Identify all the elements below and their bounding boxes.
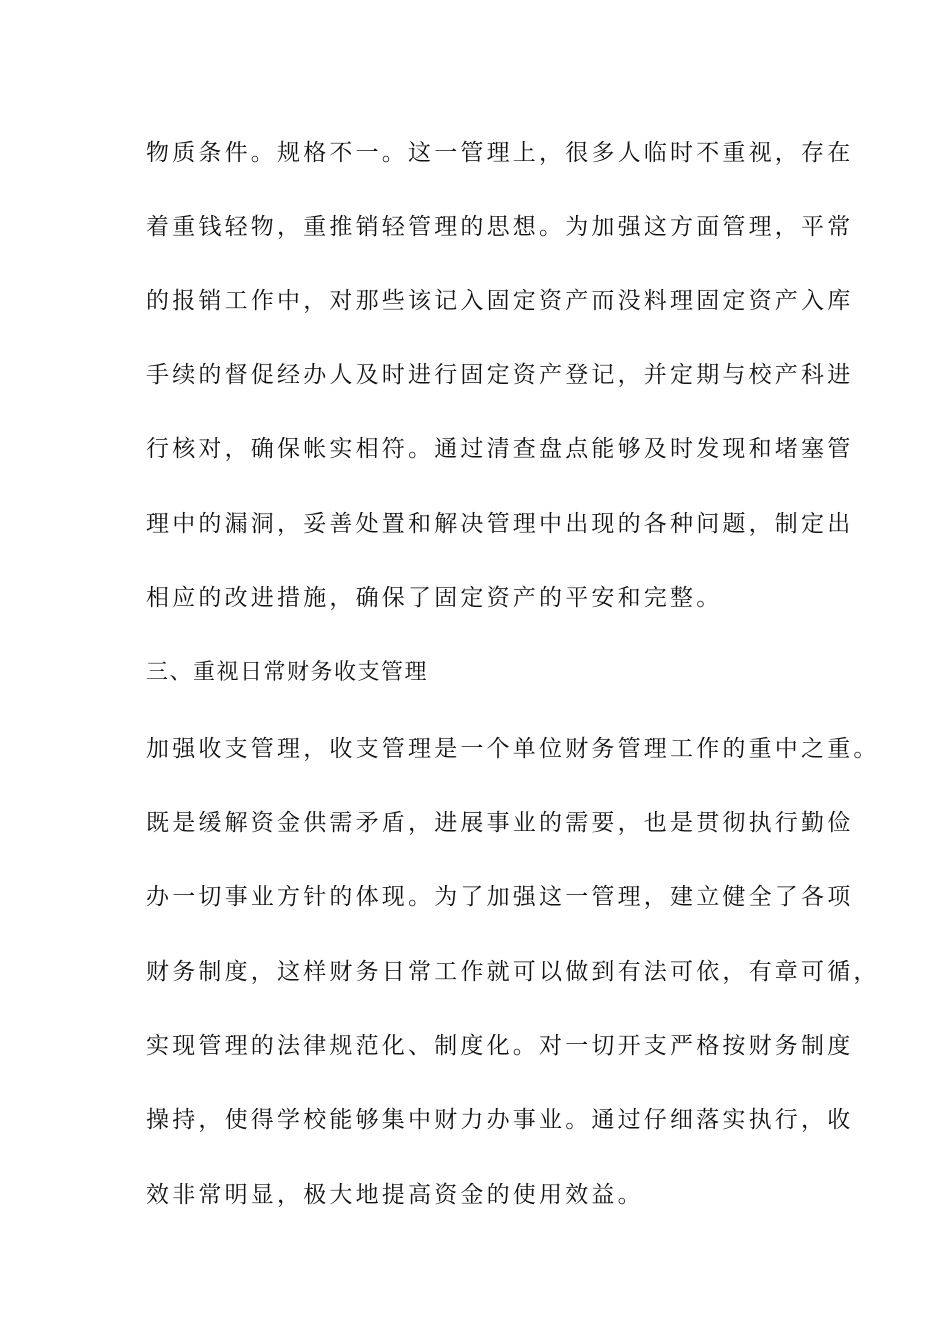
- paragraph-line: 效非常明显，极大地提高资金的使用效益。: [146, 1182, 644, 1208]
- section-heading: 三、重视日常财务收支管理: [146, 660, 429, 685]
- paragraph-line: 手续的督促经办人及时进行固定资产登记，并定期与校产科进: [146, 362, 854, 388]
- paragraph-line: 行核对，确保帐实相符。通过清查盘点能够及时发现和堵塞管: [146, 436, 854, 462]
- paragraph-line: 着重钱轻物，重推销轻管理的思想。为加强这方面管理，平常: [146, 214, 854, 240]
- paragraph-line: 物质条件。规格不一。这一管理上，很多人临时不重视，存在: [146, 140, 854, 166]
- paragraph-line: 实现管理的法律规范化、制度化。对一切开支严格按财务制度: [146, 1033, 854, 1059]
- paragraph-line: 操持，使得学校能够集中财力办事业。通过仔细落实执行，收: [146, 1107, 854, 1133]
- paragraph-line: 相应的改进措施，确保了固定资产的平安和完整。: [146, 585, 723, 611]
- paragraph-line: 既是缓解资金供需矛盾，进展事业的需要，也是贯彻执行勤俭: [146, 810, 854, 836]
- paragraph-line: 办一切事业方针的体现。为了加强这一管理，建立健全了各项: [146, 884, 854, 910]
- paragraph-line: 的报销工作中，对那些该记入固定资产而没料理固定资产入库: [146, 288, 854, 314]
- paragraph-line: 财务制度，这样财务日常工作就可以做到有法可依，有章可循，: [146, 959, 880, 985]
- paragraph-line: 理中的漏洞，妥善处置和解决管理中出现的各种问题，制定出: [146, 511, 854, 537]
- paragraph-line: 加强收支管理，收支管理是一个单位财务管理工作的重中之重。: [146, 736, 880, 762]
